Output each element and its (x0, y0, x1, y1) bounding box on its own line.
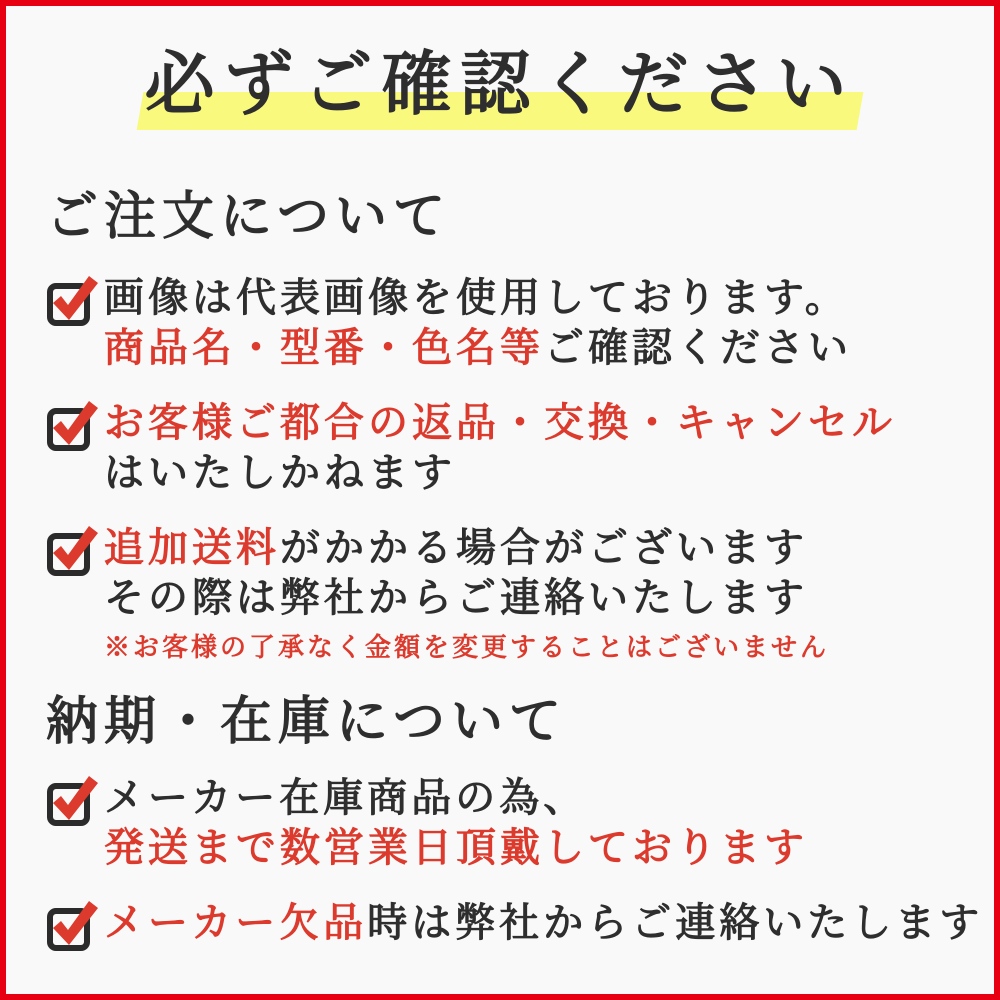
checklist-line (104, 523, 829, 573)
checklist-line (104, 823, 808, 873)
checklist-item (46, 898, 984, 952)
checklist-item-text (104, 898, 983, 948)
checked-checkbox-icon (46, 775, 102, 827)
checklist-item-text (104, 273, 852, 373)
checklist-item-text (104, 523, 829, 665)
checklist-text-segment: お客様ご都合の返品・交換・キャンセル (104, 400, 896, 445)
checklist-text-segment: はいたしかねます (104, 450, 456, 495)
checked-checkbox-icon (46, 525, 102, 577)
sections-container (46, 188, 984, 952)
checklist-line (104, 323, 852, 373)
checklist-text-segment: 商品名・型番・色名等 (104, 325, 544, 370)
checklist-item-text (104, 773, 808, 873)
page-title-text: 必ずご確認ください (144, 47, 856, 124)
notice-body (6, 6, 994, 952)
checklist-text-segment: メーカー在庫商品の為、 (104, 775, 588, 820)
checklist-text-segment: 発送まで数営業日頂戴しております (104, 825, 808, 870)
checklist-text-segment: その際は弊社からご連絡いたします (104, 575, 808, 620)
checklist-text-segment: 時は弊社からご連絡いたします (367, 900, 984, 945)
section-heading: 納期・在庫について (46, 694, 567, 751)
checklist-line (104, 273, 852, 323)
checklist-line (104, 448, 896, 498)
checked-checkbox-icon (46, 900, 102, 952)
checklist-text-segment: メーカー欠品 (104, 900, 368, 945)
checked-checkbox-icon (46, 275, 102, 327)
checked-checkbox-icon (46, 400, 102, 452)
checklist-text-segment: がかかる場合がございます (280, 525, 808, 570)
notice-section-0 (46, 188, 954, 665)
notice-section-1 (46, 691, 984, 952)
checklist-line (104, 898, 983, 948)
checklist-item (46, 398, 954, 498)
checklist-item-text (104, 398, 896, 498)
checklist-text-segment: 画像は代表画像を使用しております。 (104, 275, 849, 320)
checklist-line (104, 398, 896, 448)
checklist-line (104, 573, 829, 623)
checklist-note: ※お客様の了承なく金額を変更することはございません (104, 633, 830, 662)
checklist-item (46, 523, 954, 665)
page-title (46, 36, 954, 138)
checklist-text-segment: ご確認ください (544, 325, 852, 370)
section-heading: ご注文について (46, 189, 451, 246)
checklist-line (104, 773, 808, 823)
checklist-item (46, 773, 954, 873)
checklist-text-segment: 追加送料 (104, 525, 280, 570)
checklist-item (46, 273, 954, 373)
